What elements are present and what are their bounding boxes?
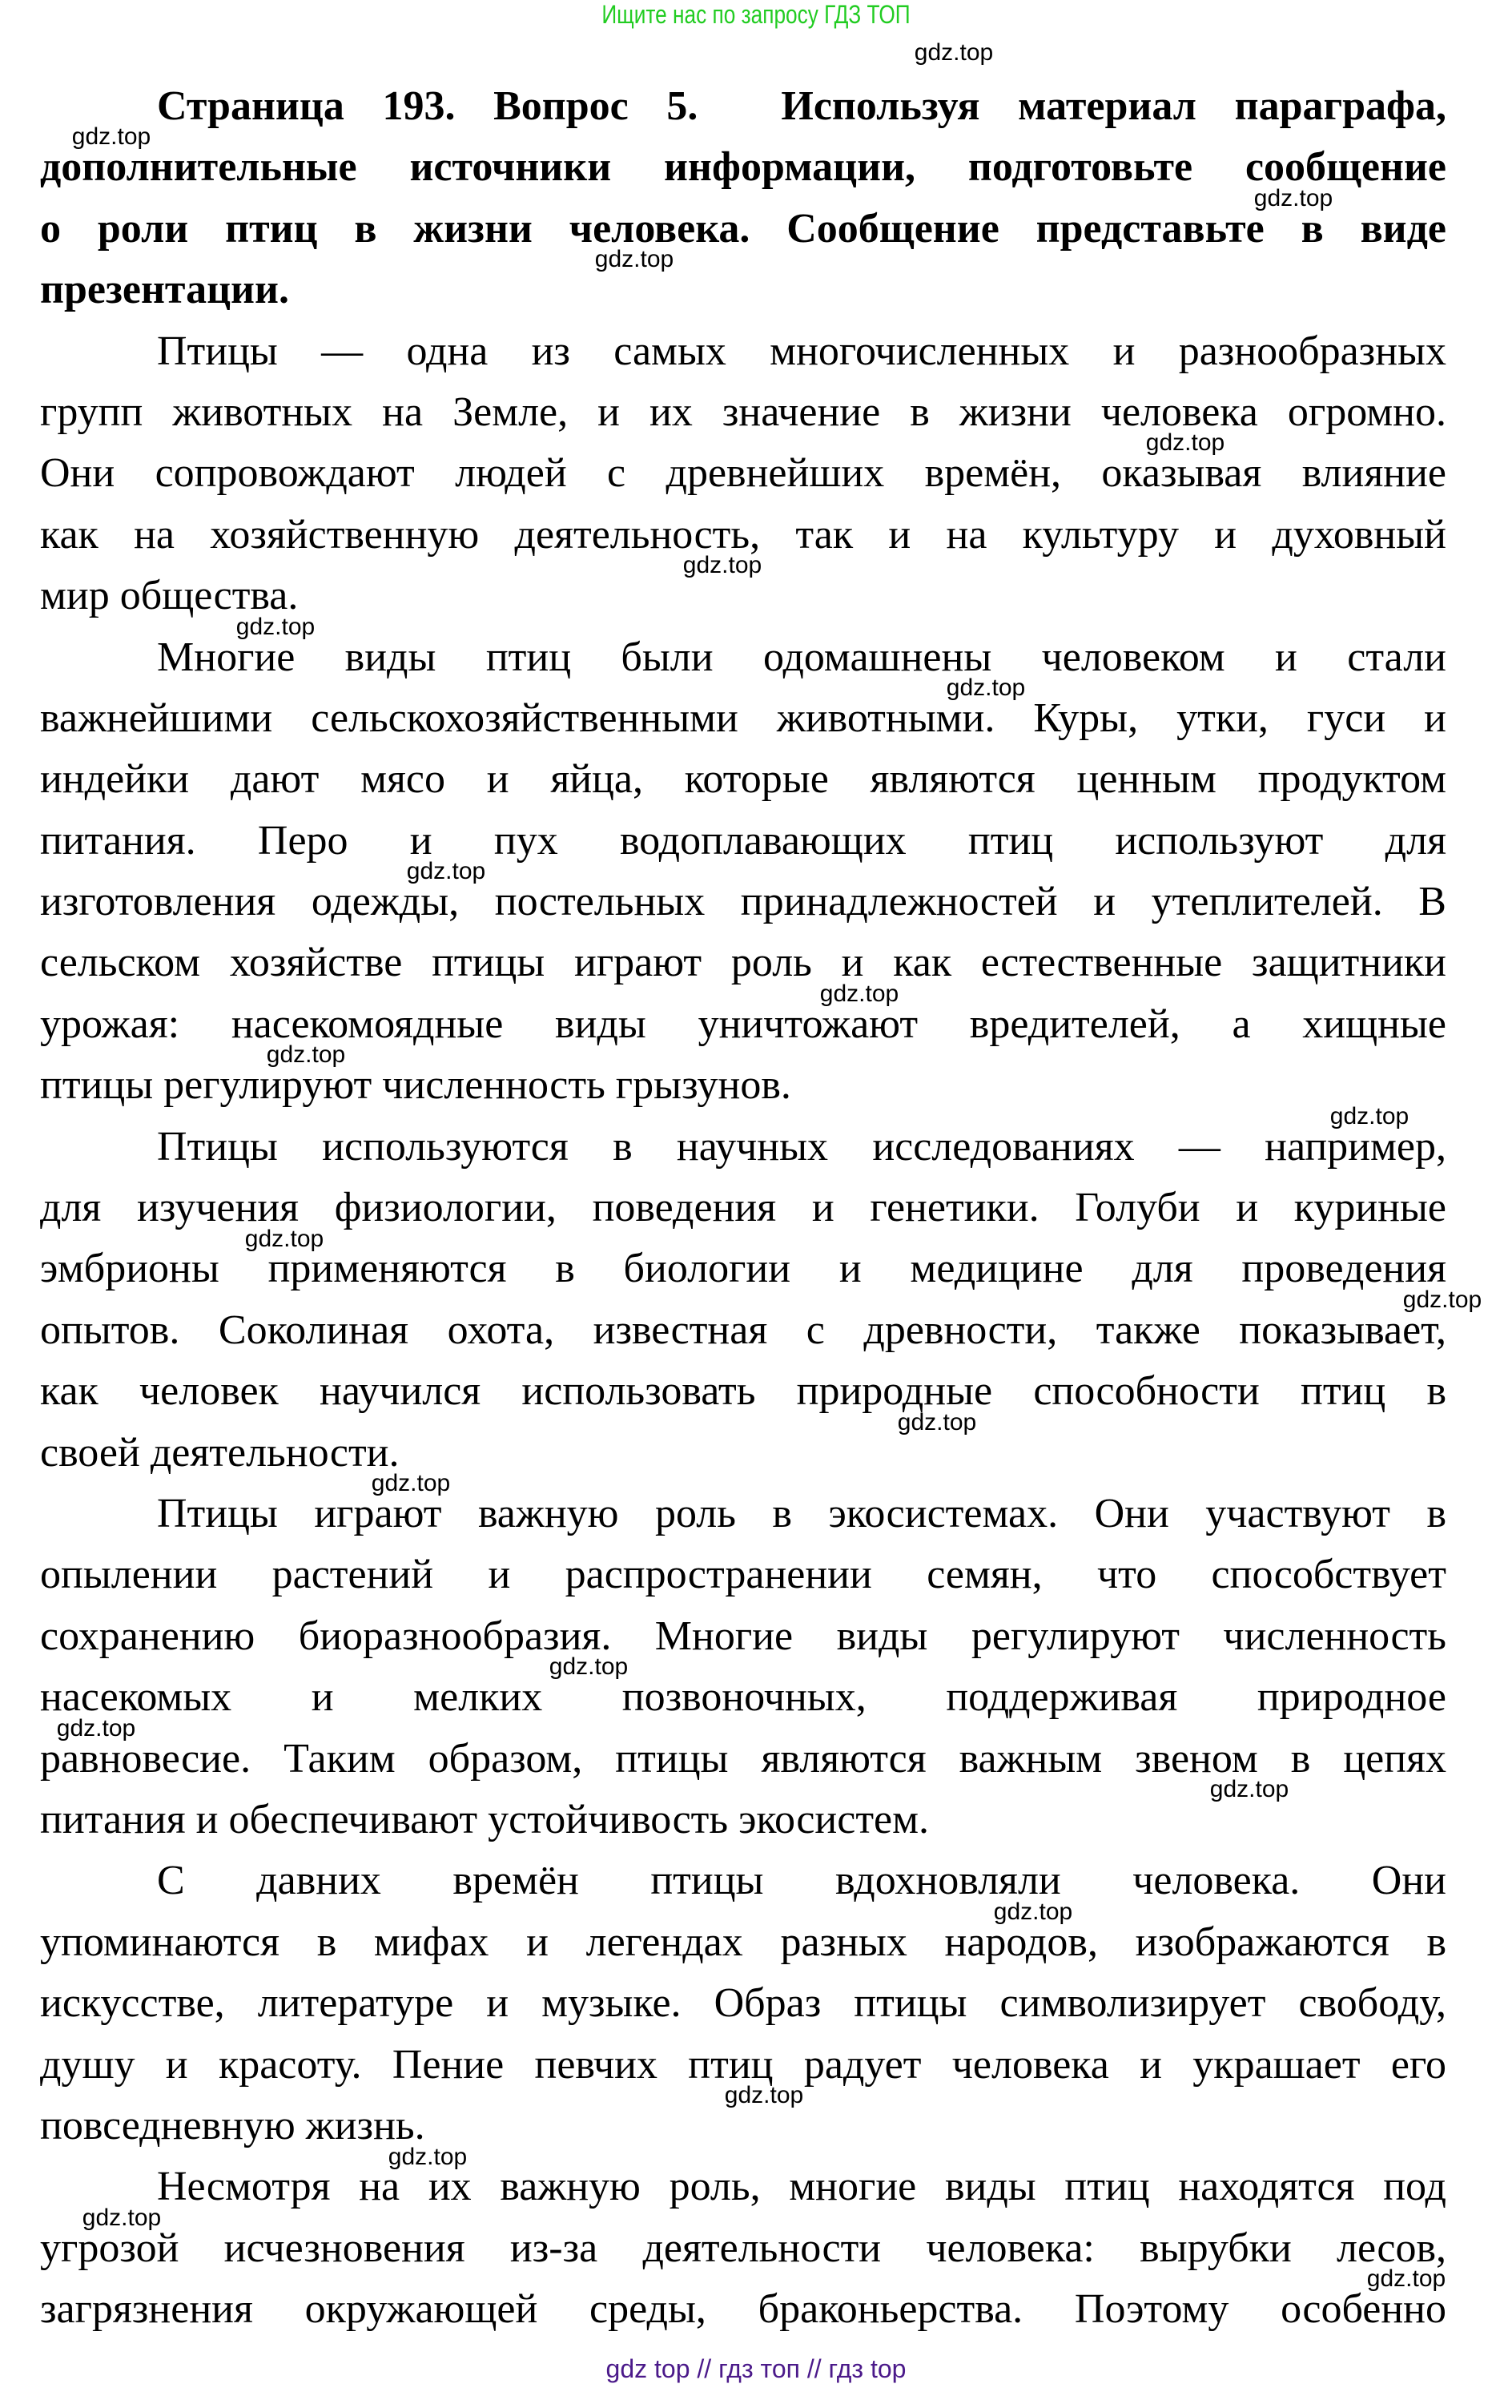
text-line: дополнительные источники информации, подготовьте сообщение [40, 144, 1446, 191]
watermark: gdz.top [724, 2082, 804, 2109]
text-line: мир общества. [40, 573, 299, 619]
watermark: gdz.top [993, 1899, 1073, 1925]
watermark: gdz.top [235, 613, 316, 640]
text-line: опытов. Соколиная охота, известная с древности, также показывает, [40, 1307, 1446, 1353]
text-line: Несмотря на их важную роль, многие виды птиц находятся под [157, 2164, 1446, 2210]
text-line: урожая: насекомоядные виды уничтожают вредителей, а хищные [40, 1001, 1446, 1047]
text-line: насекомых и мелких позвоночных, поддерживая природное [40, 1674, 1446, 1721]
text-line: искусстве, литературе и музыке. Образ птицы символизирует свободу, [40, 1980, 1446, 2027]
watermark: gdz.top [914, 39, 994, 66]
watermark: gdz.top [1402, 1287, 1482, 1313]
watermark: gdz.top [388, 2143, 468, 2170]
text-line: повседневную жизнь. [40, 2102, 425, 2148]
text-line: о роли птиц в жизни человека. Сообщение представьте в виде [40, 205, 1446, 252]
text-line: изготовления одежды, постельных принадлежностей и утеплителей. В [40, 879, 1446, 925]
text-line: питания. Перо и пух водоплавающих птиц используют для [40, 817, 1446, 864]
text-line: для изучения физиологии, поведения и генетики. Голуби и куриные [40, 1185, 1446, 1231]
watermark: gdz.top [946, 674, 1026, 701]
text-line: презентации. [40, 267, 289, 313]
watermark: gdz.top [266, 1041, 346, 1069]
watermark: gdz.top [594, 246, 674, 273]
text-line: важнейшими сельскохозяйственными животными. Куры, утки, гуси и [40, 695, 1446, 741]
text-line: питания и обеспечивают устойчивость экосистем. [40, 1796, 930, 1842]
text-line: равновесие. Таким образом, птицы являются важным звеном в цепях [40, 1735, 1446, 1782]
text-line: С давних времён птицы вдохновляли человека. Они [157, 1858, 1446, 1904]
text-line: как человек научился использовать природные способности птиц в [40, 1368, 1446, 1415]
paragraph [40, 1850, 1446, 2156]
watermark: gdz.top [549, 1653, 629, 1681]
text-line: Птицы используются в научных исследованиях — например, [157, 1123, 1446, 1170]
watermark: gdz.top [897, 1408, 977, 1436]
text-line: индейки дают мясо и яйца, которые являются ценным продуктом [40, 756, 1446, 803]
watermark: gdz.top [1329, 1102, 1409, 1130]
text-line: упоминаются в мифах и легендах разных народов, изображаются в [40, 1919, 1446, 1965]
text-line: эмбрионы применяются в биологии и медицине для проведения [40, 1246, 1446, 1292]
text-line: угрозой исчезновения из-за деятельности человека: вырубки лесов, [40, 2225, 1446, 2271]
text-line: групп животных на Земле, и их значение в жизни человека огромно. [40, 389, 1446, 435]
paragraph [40, 1117, 1446, 1484]
footer-banner: gdz top // гдз топ // гдз top [605, 2354, 907, 2383]
text-line: опылении растений и распространении семян, что способствует [40, 1552, 1446, 1598]
text-line: загрязнения окружающей среды, браконьерства. Поэтому особенно [40, 2286, 1446, 2333]
paragraph [40, 627, 1446, 1117]
watermark: gdz.top [682, 552, 762, 579]
text-line: душу и красоту. Пение певчих птиц радует человека и украшает его [40, 2041, 1446, 2088]
text-line: Птицы играют важную роль в экосистемах. Они участвуют в [157, 1490, 1446, 1536]
watermark: gdz.top [371, 1470, 451, 1497]
text-line: как на хозяйственную деятельность, так и на культуру и духовный [40, 511, 1446, 558]
watermark: gdz.top [56, 1714, 136, 1742]
watermark: gdz.top [1253, 184, 1333, 211]
watermark: gdz.top [819, 981, 899, 1007]
text-line: сохранению биоразнообразия. Многие виды регулируют численность [40, 1613, 1446, 1659]
text-line: птицы регулируют численность грызунов. [40, 1062, 791, 1109]
watermark: gdz.top [406, 858, 486, 885]
text-line: Многие виды птиц были одомашнены человеком и стали [157, 634, 1446, 680]
question-title [40, 76, 1446, 321]
text-line: Они сопровождают людей с древнейших времён, оказывая влияние [40, 450, 1446, 497]
paragraph [40, 321, 1446, 627]
watermark: gdz.top [1209, 1776, 1289, 1803]
paragraph [40, 2156, 1446, 2340]
search-banner: Ищите нас по запросу ГДЗ ТОП [601, 0, 911, 29]
document-body [40, 76, 1446, 2340]
text-line: Страница 193. Вопрос 5. Используя материал параграфа, [157, 83, 1446, 129]
text-line: своей деятельности. [40, 1429, 400, 1476]
watermark: gdz.top [244, 1225, 324, 1252]
watermark: gdz.top [1145, 429, 1225, 457]
watermark: gdz.top [82, 2205, 162, 2231]
watermark: gdz.top [71, 123, 151, 151]
watermark: gdz.top [1366, 2265, 1446, 2293]
text-line: сельском хозяйстве птицы играют роль и как естественные защитники [40, 940, 1446, 986]
text-line: Птицы — одна из самых многочисленных и разнообразных [157, 328, 1446, 374]
